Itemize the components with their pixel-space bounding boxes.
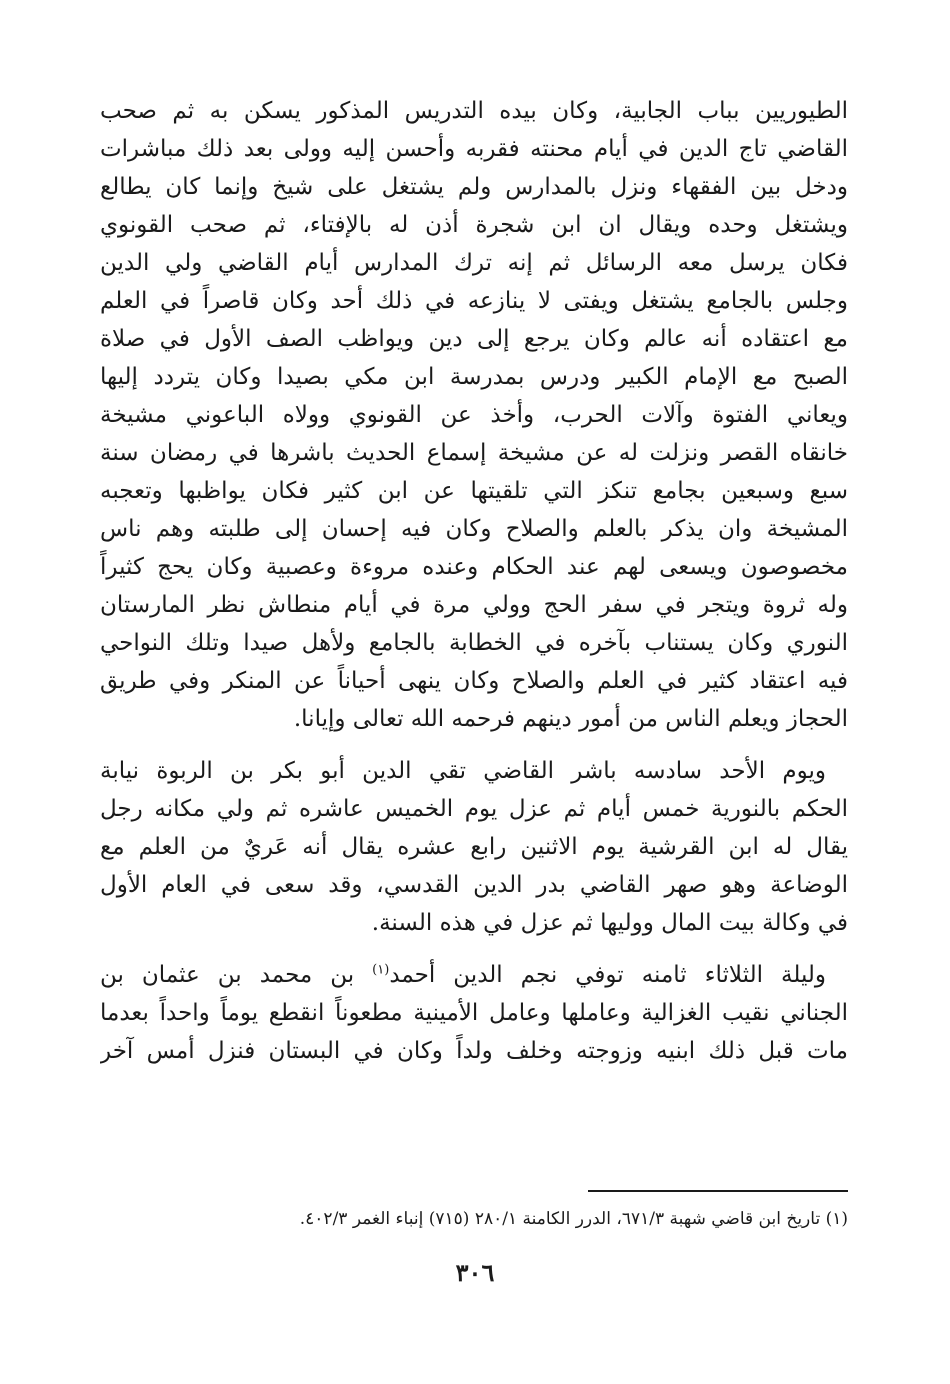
paragraph-2 <box>100 752 848 942</box>
text-line: فكان يرسل معه الرسائل ثم إنه ترك المدارس أيام القاضي ولي الدين <box>100 250 848 276</box>
text-line: في وكالة بيت المال ووليها ثم عزل في هذه السنة. <box>371 910 848 936</box>
text-segment: بن محمد بن عثمان بن <box>100 962 373 988</box>
text-line: الصبح مع الإمام الكبير ودرس بمدرسة ابن مكي بصيدا وكان يتردد إليها <box>100 364 848 390</box>
text-line: وله ثروة ويتجر في سفر الحج وولي مرة في أيام منطاش نظر المارستان <box>100 592 848 618</box>
text-line: القاضي تاج الدين في أيام محنته فقربه وأحسن إليه وولى بعد ذلك مباشرات <box>100 136 848 162</box>
main-text <box>100 92 848 1070</box>
text-line: خانقاه القصر ونزلت له عن مشيخة إسماع الحديث باشرها في رمضان سنة <box>100 440 848 466</box>
text-line: مات قبل ذلك ابنيه وزوجته وخلف ولداً وكان في البستان فنزل أمس آخر <box>100 1038 848 1064</box>
text-line: فيه اعتقاد كثير في العلم والصلاح وكان ينهى أحياناً عن المنكر وفي طريق <box>100 668 848 694</box>
footnote: (١) تاريخ ابن قاضي شهبة ٦٧١/٣، الدرر الكامنة ٢٨٠/١ (٧١٥) إنباء الغمر ٤٠٢/٣. <box>299 1209 848 1229</box>
text-line: ويوم الأحد سادسه باشر القاضي تقي الدين أبو بكر بن الربوة نيابة <box>100 758 826 784</box>
paragraph-gap <box>100 942 848 956</box>
text-line: الوضاعة وهو صهر القاضي بدر الدين القدسي، وقد سعى في العام الأول <box>100 872 848 898</box>
text-line: سبع وسبعين بجامع تنكز التي تلقيتها عن ابن كثير فكان يواظبها وتعجبه <box>100 478 848 504</box>
text-line: الحجاز ويعلم الناس من أمور دينهم فرحمه الله تعالى وإيانا. <box>293 706 848 732</box>
paragraph-3 <box>100 956 848 1070</box>
text-line-with-note <box>100 956 848 994</box>
footnote-divider <box>588 1190 848 1192</box>
text-line: يقال له ابن القرشية يوم الاثنين رابع عشره يقال أنه عَريٌ من العلم مع <box>100 834 848 860</box>
text-line: الجناني نقيب الغزالية وعاملها وعامل الأمينية مطعوناً انقطع يوماً واحداً بعدما <box>100 1000 848 1026</box>
text-line: الحكم بالنورية خمس أيام ثم عزل يوم الخميس عاشره ثم ولي مكانه رجل <box>100 796 848 822</box>
text-line: ودخل بين الفقهاء ونزل بالمدارس ولم يشتغل على شيخ وإنما كان يطالع <box>100 174 848 200</box>
text-line: مع اعتقاده أنه عالم وكان يرجع إلى دين ويواظب الصف الأول في صلاة <box>100 326 848 352</box>
text-line: المشيخة وان يذكر بالعلم والصلاح وكان فيه إحسان إلى طلبته وهم ناس <box>100 516 848 542</box>
paragraph-1 <box>100 92 848 738</box>
text-line: ويشتغل وحده ويقال ان ابن شجرة أذن له بالإفتاء، ثم صحب القونوي <box>100 212 848 238</box>
text-line: ويعاني الفتوة وآلات الحرب، وأخذ عن القونوي وولاه الباعوني مشيخة <box>100 402 848 428</box>
footnote-reference[interactable]: (١) <box>372 962 390 978</box>
paragraph-gap <box>100 738 848 752</box>
text-segment: وليلة الثلاثاء ثامنه توفي نجم الدين أحمد <box>389 962 827 988</box>
page-number: ٣٠٦ <box>455 1258 495 1287</box>
text-line: وجلس بالجامع يشتغل ويفتى لا ينازعه في ذلك أحد وكان قاصراً في العلم <box>100 288 848 314</box>
text-line: الطيوريين بباب الجابية، وكان بيده التدريس المذكور يسكن به ثم صحب <box>100 98 848 124</box>
text-line: مخصوصون ويسعى لهم عند الحكام وعنده مروءة وعصبية وكان يحج كثيراً <box>100 554 848 580</box>
text-line: النوري وكان يستناب بآخره في الخطابة بالجامع ولأهل صيدا وتلك النواحي <box>100 630 848 656</box>
